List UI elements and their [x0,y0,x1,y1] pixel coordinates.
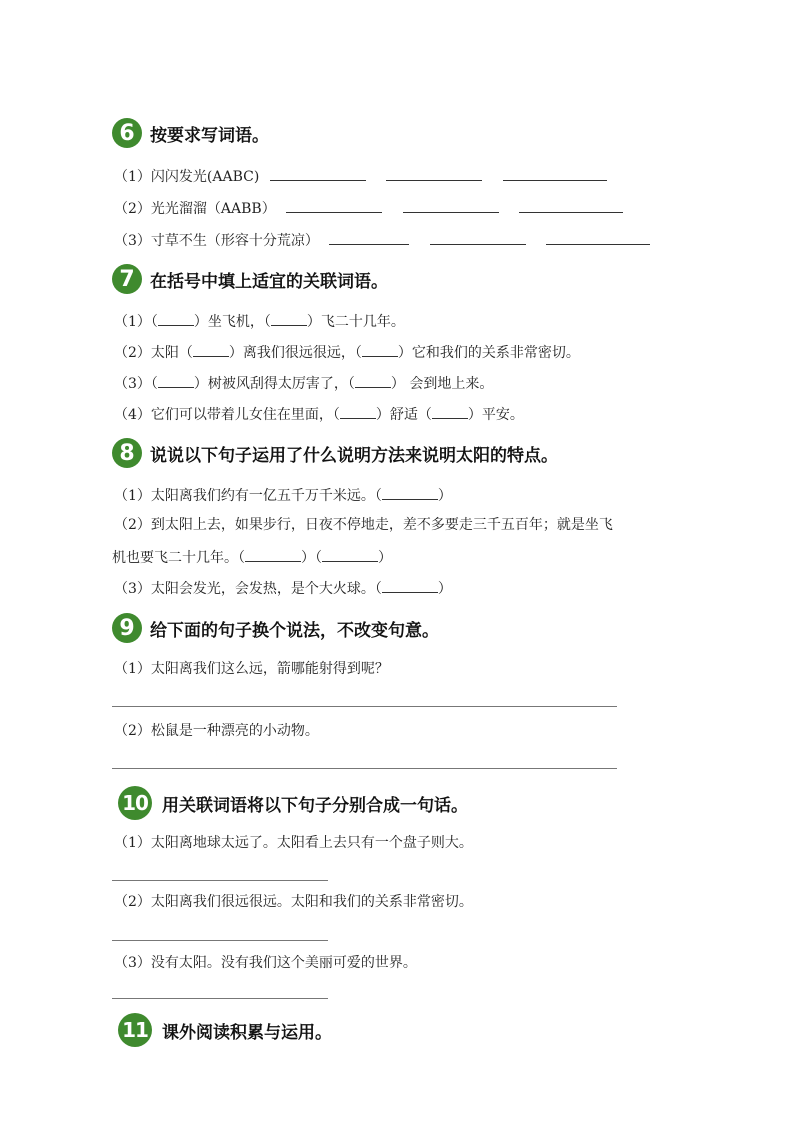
section-title: 说说以下句子运用了什么说明方法来说明太阳的特点。 [150,445,558,466]
section-title: 用关联词语将以下句子分别合成一句话。 [162,795,468,816]
s8-item-3 [114,577,452,599]
section-11-header [118,1013,332,1047]
s10-item-2 [114,892,473,912]
item-text: ）飞二十几年。 [306,314,405,330]
answer-blank[interactable] [322,546,378,562]
item-text: ） 会到地上来。 [390,376,494,392]
s6-item-1 [114,165,607,187]
s9-item-2 [114,721,319,741]
section-6-header [112,116,269,150]
answer-line[interactable] [112,880,328,881]
item-text: （1）（ [114,314,158,330]
question-number-badge: 7 [112,264,142,294]
answer-blank[interactable] [386,165,482,181]
answer-line[interactable] [112,768,617,769]
item-text: ） [437,488,452,504]
answer-blank[interactable] [271,310,307,326]
answer-blank[interactable] [546,229,650,245]
item-text: ）离我们很远很远，（ [228,345,362,361]
answer-blank[interactable] [382,484,438,500]
question-number-badge: 8 [112,438,142,468]
item-text: ）它和我们的关系非常密切。 [397,345,580,361]
answer-blank[interactable] [355,372,391,388]
question-number-badge: 9 [112,613,142,643]
section-title: 给下面的句子换个说法，不改变句意。 [150,620,439,641]
question-number-badge: 6 [112,118,142,148]
section-10-header [118,786,468,820]
section-8-header [112,436,558,470]
item-text: （1）太阳离我们约有一亿五千万千米远。（ [114,488,382,504]
item-text: ）坐飞机，（ [193,314,271,330]
item-text: （2）到太阳上去，如果步行，日夜不停地走，差不多要走三千五百年；就是坐飞 [114,517,613,533]
item-text: ） [437,581,452,597]
s6-item-2 [114,197,623,219]
item-text: （1）闪闪发光(AABC) [114,169,260,185]
s7-item-4 [114,403,524,425]
answer-blank[interactable] [245,546,301,562]
answer-blank[interactable] [403,197,499,213]
section-title: 在括号中填上适宜的关联词语。 [150,271,388,292]
section-7-header [112,262,388,296]
s9-item-1 [114,659,389,679]
answer-blank[interactable] [519,197,623,213]
s8-item-2 [114,515,613,535]
answer-blank[interactable] [158,372,194,388]
answer-blank[interactable] [193,341,229,357]
answer-blank[interactable] [286,197,382,213]
item-text: ）树被风刮得太厉害了，（ [193,376,355,392]
item-text: ） [378,550,392,566]
item-text: （2）太阳离我们很远很远。太阳和我们的关系非常密切。 [114,894,473,910]
answer-blank[interactable] [432,403,468,419]
s6-item-3 [114,229,650,251]
item-text: （2）太阳（ [114,345,193,361]
item-text: （1）太阳离我们这么远，箭哪能射得到呢？ [114,661,389,677]
answer-line[interactable] [112,998,328,999]
item-text: （4）它们可以带着儿女住在里面，（ [114,407,340,423]
s8-item-2-cont [112,546,392,568]
section-title: 按要求写词语。 [150,125,269,146]
answer-blank[interactable] [382,577,438,593]
item-text: （3）寸草不生（形容十分荒凉） [114,233,319,249]
item-text: （2）光光溜溜（AABB） [114,201,276,217]
answer-blank[interactable] [362,341,398,357]
answer-blank[interactable] [270,165,366,181]
item-text: （3）没有太阳。没有我们这个美丽可爱的世界。 [114,955,417,971]
s7-item-1 [114,310,405,332]
item-text: （3）太阳会发光，会发热，是个大火球。（ [114,581,382,597]
answer-blank[interactable] [329,229,409,245]
section-9-header [112,611,439,645]
item-text: （1）太阳离地球太远了。太阳看上去只有一个盘子则大。 [114,835,473,851]
answer-blank[interactable] [340,403,376,419]
s8-item-1 [114,484,452,506]
question-number-badge: 10 [118,786,152,820]
answer-line[interactable] [112,940,328,941]
section-title: 课外阅读积累与运用。 [162,1022,332,1043]
item-text: 机也要飞二十几年。（ [112,550,245,566]
answer-blank[interactable] [430,229,526,245]
answer-line[interactable] [112,706,617,707]
item-text: （2）松鼠是一种漂亮的小动物。 [114,723,319,739]
s7-item-2 [114,341,580,363]
s10-item-1 [114,833,473,853]
s7-item-3 [114,372,493,394]
answer-blank[interactable] [503,165,607,181]
question-number-badge: 11 [118,1013,152,1047]
s10-item-3 [114,953,417,973]
answer-blank[interactable] [158,310,194,326]
item-text: ）（ [301,550,322,566]
item-text: ）平安。 [467,407,524,423]
item-text: ）舒适（ [375,407,432,423]
item-text: （3）（ [114,376,158,392]
